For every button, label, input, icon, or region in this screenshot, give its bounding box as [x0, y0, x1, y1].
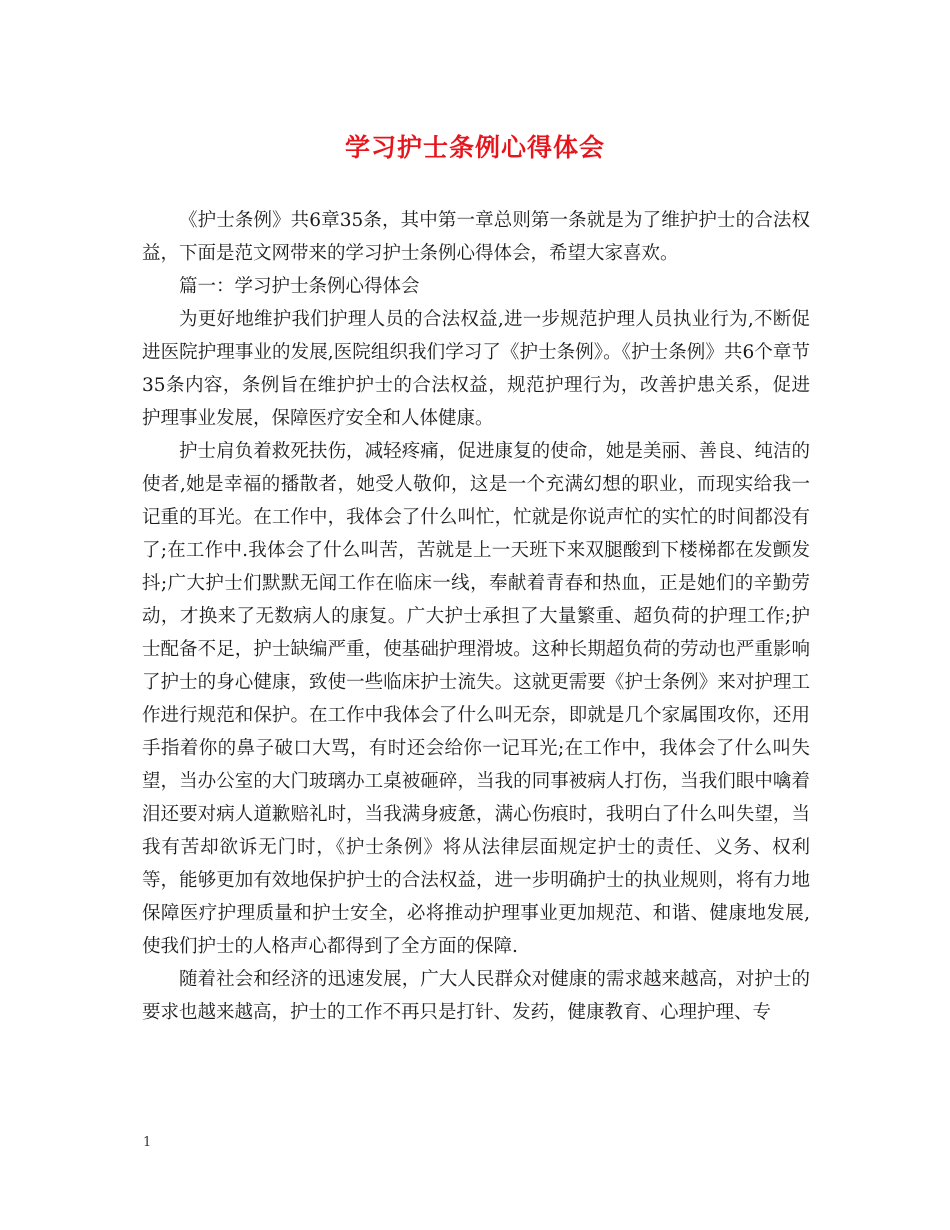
paragraph: 随着社会和经济的迅速发展，广大人民群众对健康的需求越来越高，对护士的要求也越来越高，护士的工作不再只是打针、发药，健康教育、心理护理、专 — [142, 969, 810, 1023]
paragraph-intro: 《护士条例》共6章35条，其中第一章总则第一条就是为了维护护士的合法权益，下面是范文网带来的学习护士条例心得体会，希望大家喜欢。 — [142, 210, 810, 264]
document-title: 学习护士条例心得体会 — [344, 133, 605, 162]
paragraph: 护士肩负着救死扶伤，减轻疼痛，促进康复的使命，她是美丽、善良、纯洁的使者,她是幸福的播散者，她受人敬仰，这是一个充满幻想的职业，而现实给我一记重的耳光。在工作中，我体会了什么叫忙，忙就是你说声忙的实忙的时间都没有了;在工作中.我体会了什么叫苦，苦就是上一天班下来双腿酸到下楼梯都在发颤发抖;广大护士们默默无闻工作在临床一线，奉献着青春和热血，正是她们的辛勤劳动，才换来了无数病人的康复。广大护士承担了大量繁重、超负荷的护理工作;护士配备不足，护士缺编严重，使基础护理滑坡。这种长期超负荷的劳动也严重影响了护士的身心健康，致使一些临床护士流失。这就更需要《护士条例》来对护理工作进行规范和保护。在工作中我体会了什么叫无奈，即就是几个家属围攻你，还用手指着你的鼻子破口大骂，有时还会给你一记耳光;在工作中，我体会了什么叫失望，当办公室的大门玻璃办工桌被砸碎，当我的同事被病人打伤，当我们眼中噙着泪还要对病人道歉赔礼时，当我满身疲惫，满心伤痕时，我明白了什么叫失望，当我有苦却欲诉无门时，《护士条例》将从法律层面规定护士的责任、义务、权利等，能够更加有效地保护护士的合法权益，进一步明确护士的执业规则，将有力地保障医疗护理质量和护士安全，必将推动护理事业更加规范、和谐、健康地发展,使我们护士的人格声心都得到了全方面的保障. — [142, 441, 810, 957]
section-heading: 篇一：学习护士条例心得体会 — [179, 276, 420, 297]
paragraph: 为更好地维护我们护理人员的合法权益,进一步规范护理人员执业行为,不断促进医院护理事业的发展,医院组织我们学习了《护士条例》。《护士条例》共6个章节35条内容，条例旨在维护护士的合法权益，规范护理行为，改善护患关系，促进护理事业发展，保障医疗安全和人体健康。 — [142, 309, 810, 429]
document-body — [142, 204, 810, 1029]
page-number: 1 — [143, 1135, 152, 1150]
